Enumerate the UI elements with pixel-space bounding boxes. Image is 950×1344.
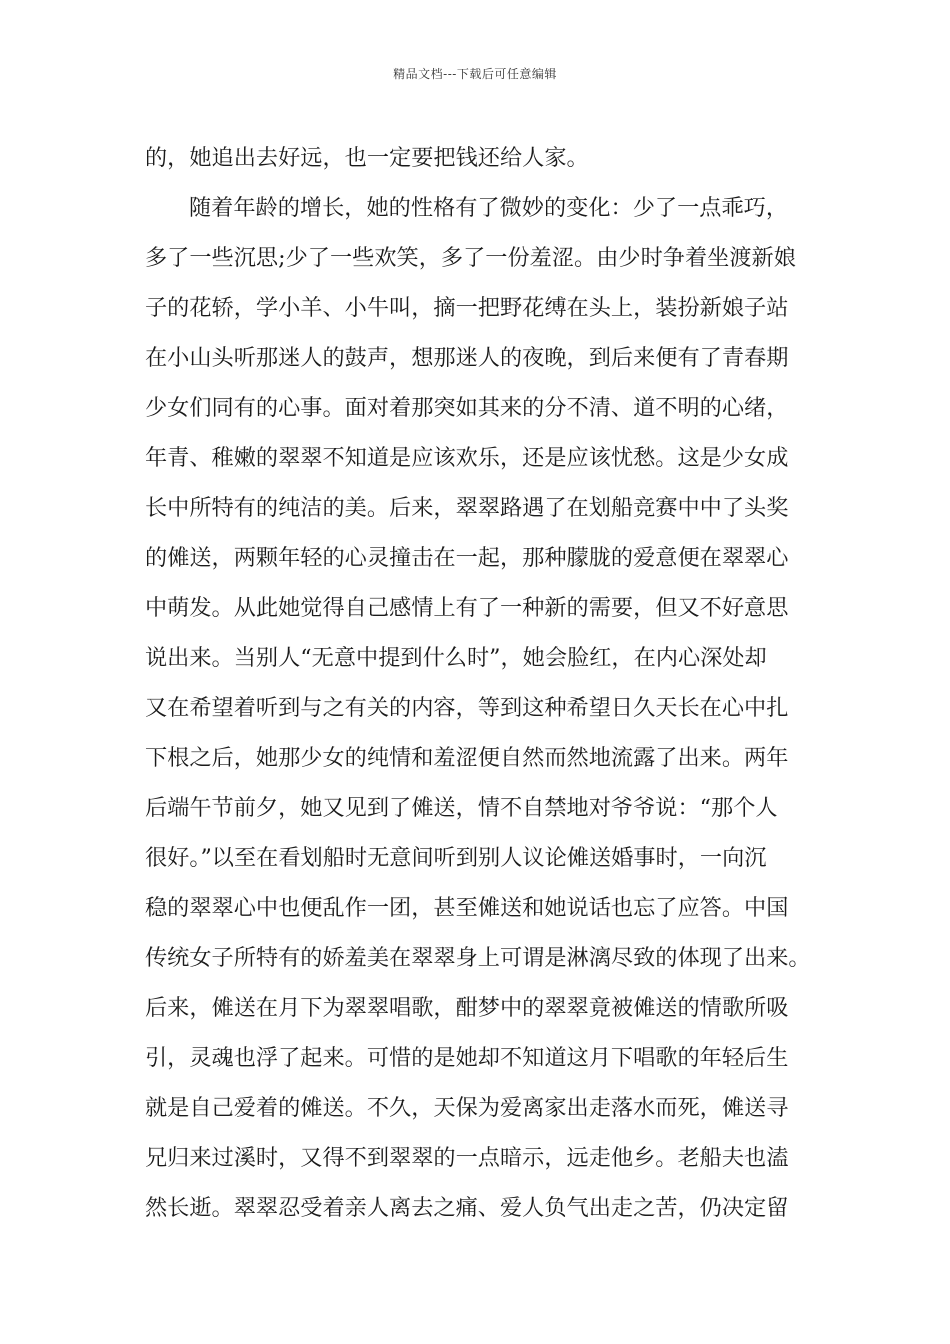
- text-line: 兄归来过溪时，又得不到翠翠的一点暗示，远走他乡。老船夫也溘: [145, 1145, 789, 1171]
- paragraph-first-line: 随着年龄的增长，她的性格有了微妙的变化：少了一点乖巧，: [189, 195, 789, 221]
- text-line: 少女们同有的心事。面对着那突如其来的分不清、道不明的心绪，: [145, 395, 789, 421]
- text-line: 在小山头听那迷人的鼓声，想那迷人的夜晚，到后来便有了青春期: [145, 345, 789, 371]
- text-line: 就是自己爱着的傩送。不久，天保为爱离家出走落水而死，傩送寻: [145, 1095, 789, 1121]
- body-text: [145, 133, 845, 1233]
- text-line: 多了一些沉思;少了一些欢笑，多了一份羞涩。由少时争着坐渡新娘: [145, 245, 796, 271]
- text-line: 然长逝。翠翠忍受着亲人离去之痛、爱人负气出走之苦，仍决定留: [145, 1195, 789, 1221]
- text-line: 稳的翠翠心中也便乱作一团，甚至傩送和她说话也忘了应答。中国: [145, 895, 789, 921]
- text-line: 中萌发。从此她觉得自己感情上有了一种新的需要，但又不好意思: [145, 595, 789, 621]
- text-line: 长中所特有的纯洁的美。后来，翠翠路遇了在划船竞赛中中了头奖: [145, 495, 789, 521]
- text-line: 的，她追出去好远，也一定要把钱还给人家。: [145, 145, 589, 171]
- text-line: 后端午节前夕，她又见到了傩送，情不自禁地对爷爷说：“那个人: [145, 795, 778, 821]
- page-header: 精品文档---下载后可任意编辑: [393, 67, 557, 81]
- text-line: 后来，傩送在月下为翠翠唱歌，酣梦中的翠翠竟被傩送的情歌所吸: [145, 995, 789, 1021]
- text-line: 说出来。当别人“无意中提到什么时”，她会脸红，在内心深处却: [145, 645, 767, 671]
- text-line: 下根之后，她那少女的纯情和羞涩便自然而然地流露了出来。两年: [145, 745, 789, 771]
- text-line: 又在希望着听到与之有关的内容，等到这种希望日久天长在心中扎: [145, 695, 789, 721]
- text-line: 年青、稚嫩的翠翠不知道是应该欢乐，还是应该忧愁。这是少女成: [145, 445, 789, 471]
- text-line: 的傩送，两颗年轻的心灵撞击在一起，那种朦胧的爱意便在翠翠心: [145, 545, 789, 571]
- text-line: 引，灵魂也浮了起来。可惜的是她却不知道这月下唱歌的年轻后生: [145, 1045, 789, 1071]
- text-line: 传统女子所特有的娇羞美在翠翠身上可谓是淋漓尽致的体现了出来。: [145, 945, 811, 971]
- text-line: 子的花轿，学小羊、小牛叫，摘一把野花缚在头上，装扮新娘子站: [145, 295, 789, 321]
- text-line: 很好。”以至在看划船时无意间听到别人议论傩送婚事时，一向沉: [145, 845, 767, 871]
